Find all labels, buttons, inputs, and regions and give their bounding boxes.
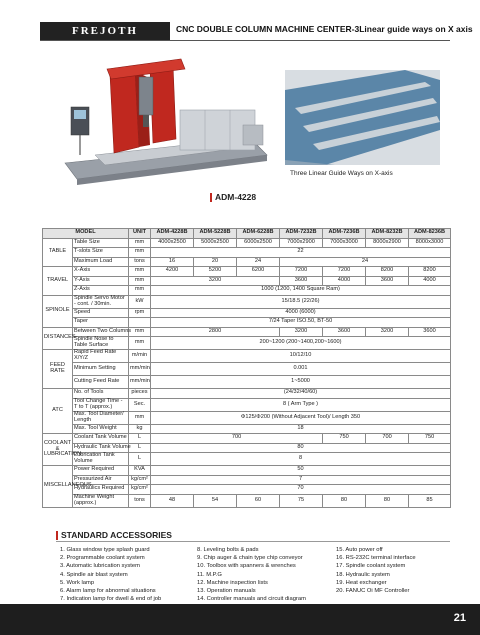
model-caption-text: ADM-4228 bbox=[215, 192, 257, 202]
row-unit: mm bbox=[129, 327, 151, 337]
row-label: Spindle Nose to Table Surface bbox=[73, 337, 129, 350]
cell-value: 0.001 bbox=[151, 363, 451, 376]
row-unit: rpm bbox=[129, 308, 151, 318]
row-label: Table Size bbox=[73, 238, 129, 248]
cell-value: 4000 (6000) bbox=[151, 308, 451, 318]
cell-value: 80 bbox=[366, 494, 409, 507]
list-item: 15. Auto power off bbox=[336, 547, 383, 553]
cell-value: 8200 bbox=[366, 267, 409, 277]
cell-value: 3600 bbox=[323, 327, 366, 337]
row-unit: L bbox=[129, 434, 151, 444]
page-header bbox=[0, 22, 480, 40]
list-item: 18. Hydraulic system bbox=[336, 571, 390, 578]
row-unit: kg bbox=[129, 424, 151, 434]
cell-value: 8000x2900 bbox=[366, 238, 409, 248]
category-coolant: COOLANT & LUBRICATION bbox=[43, 434, 73, 466]
row-unit: kW bbox=[129, 295, 151, 308]
header-adm-8232b: ADM-8232B bbox=[366, 229, 409, 239]
table-row bbox=[43, 485, 451, 495]
cell-value: 7/24 Taper ISO.50, BT-50 bbox=[151, 318, 451, 328]
row-unit: mm bbox=[129, 286, 151, 296]
table-row bbox=[43, 238, 451, 248]
accessories-column-1 bbox=[60, 546, 161, 603]
category-atc: ATC bbox=[43, 389, 73, 434]
accessories-title: STANDARD ACCESSORIES bbox=[61, 530, 172, 540]
list-item: 5. Work lamp bbox=[60, 579, 95, 586]
row-unit: mm/min bbox=[129, 376, 151, 389]
table-row bbox=[43, 363, 451, 376]
table-row bbox=[43, 350, 451, 363]
cell-value: 60 bbox=[237, 494, 280, 507]
row-label: Spindle Servo Motor - cont. / 30min. bbox=[73, 295, 129, 308]
cell-value: 50 bbox=[151, 466, 451, 476]
cell-value: (24/32/40/60) bbox=[151, 389, 451, 399]
accessories-column-3 bbox=[336, 546, 416, 595]
row-unit: pieces bbox=[129, 389, 151, 399]
header-unit: UNIT bbox=[129, 229, 151, 239]
row-label: Rapid Feed Rate X/Y/Z bbox=[73, 350, 129, 363]
cell-value: 1000 (1200, 1400 Square Ram) bbox=[151, 286, 451, 296]
category-table: TABLE bbox=[43, 238, 73, 267]
row-label: Max. Tool Weight bbox=[73, 424, 129, 434]
cell-value: 20 bbox=[194, 257, 237, 267]
cell-value: 80 bbox=[151, 443, 451, 453]
row-unit: KVA bbox=[129, 466, 151, 476]
category-misc: MISCELLANEOUS bbox=[43, 466, 73, 508]
model-caption bbox=[210, 192, 256, 202]
row-label: Speed bbox=[73, 308, 129, 318]
cell-value: 70 bbox=[151, 485, 451, 495]
row-label: Tool Change Time - T to T (approx.) bbox=[73, 398, 129, 411]
table-row bbox=[43, 434, 451, 444]
header-divider bbox=[40, 40, 450, 41]
table-row bbox=[43, 257, 451, 267]
list-item: 16. RS-232C terminal interface bbox=[336, 555, 416, 562]
table-row bbox=[43, 295, 451, 308]
cell-value: 7 bbox=[151, 475, 451, 485]
list-item: 2. Programmable coolant system bbox=[60, 555, 145, 562]
cell-value: 85 bbox=[409, 494, 451, 507]
cell-value: 8 bbox=[151, 453, 451, 466]
header-adm-6228b: ADM-6228B bbox=[237, 229, 280, 239]
list-item: 6. Alarm lamp for abnormal situations bbox=[60, 588, 156, 595]
row-unit: tons bbox=[129, 494, 151, 507]
row-label: Pressurized Air bbox=[73, 475, 129, 485]
page-footer bbox=[0, 604, 480, 635]
accessories-heading bbox=[56, 530, 172, 540]
row-unit: kg/cm² bbox=[129, 485, 151, 495]
row-label: Machine Weight (approx.) bbox=[73, 494, 129, 507]
table-row bbox=[43, 248, 451, 258]
cell-value: 6200 bbox=[237, 267, 280, 277]
cell-value: 4200 bbox=[151, 267, 194, 277]
header-adm-8236b: ADM-8236B bbox=[409, 229, 451, 239]
list-item: 13. Operation manuals bbox=[197, 588, 256, 595]
row-unit: mm bbox=[129, 248, 151, 258]
cell-value: 24 bbox=[237, 257, 280, 267]
header-adm-5228b: ADM-5228B bbox=[194, 229, 237, 239]
cell-value: 24 bbox=[280, 257, 451, 267]
machine-illustration bbox=[55, 55, 275, 185]
row-unit: mm bbox=[129, 267, 151, 277]
rail-caption: Three Linear Guide Ways on X-axis bbox=[290, 170, 393, 177]
table-row bbox=[43, 424, 451, 434]
row-unit: L bbox=[129, 443, 151, 453]
list-item: 20. FANUC Oi MF Controller bbox=[336, 588, 410, 595]
row-label: Cutting Feed Rate bbox=[73, 376, 129, 389]
row-unit: mm bbox=[129, 238, 151, 248]
row-unit: kg/cm² bbox=[129, 475, 151, 485]
category-distances: DISTANCES bbox=[43, 327, 73, 350]
list-item: 12. Machine inspection lists bbox=[197, 579, 268, 586]
row-unit: mm bbox=[129, 276, 151, 286]
row-unit: L bbox=[129, 453, 151, 466]
category-travel: TRAVEL bbox=[43, 267, 73, 296]
cell-value: 16 bbox=[151, 257, 194, 267]
cell-value: 3600 bbox=[409, 327, 451, 337]
table-header-row bbox=[43, 229, 451, 239]
table-row bbox=[43, 411, 451, 424]
page-title: CNC DOUBLE COLUMN MACHINE CENTER-3Linear guide ways on X axis bbox=[176, 24, 473, 34]
table-row bbox=[43, 267, 451, 277]
accessories-column-2 bbox=[197, 546, 306, 603]
row-unit: mm bbox=[129, 411, 151, 424]
row-label: Z-Axis bbox=[73, 286, 129, 296]
list-item: 4. Spindle air blast system bbox=[60, 571, 128, 578]
cell-value: 7200 bbox=[280, 267, 323, 277]
header-model: MODEL bbox=[43, 229, 129, 239]
list-item: 8. Leveling bolts & pads bbox=[197, 547, 259, 553]
row-label: Coolant Tank Volume bbox=[73, 434, 129, 444]
table-row bbox=[43, 337, 451, 350]
cell-value: 3600 bbox=[366, 276, 409, 286]
row-label: Taper bbox=[73, 318, 129, 328]
cell-value: 700 bbox=[366, 434, 409, 444]
list-item: 11. M.P.G bbox=[197, 571, 222, 578]
table-row bbox=[43, 466, 451, 476]
cell-value: 10/12/10 bbox=[151, 350, 451, 363]
category-spindle: SPINOLE bbox=[43, 295, 73, 327]
row-label: Y-Axis bbox=[73, 276, 129, 286]
accent-bar bbox=[210, 193, 212, 202]
row-label: Max. Tool Diameter/ Length bbox=[73, 411, 129, 424]
table-row bbox=[43, 475, 451, 485]
list-item: 1. Glass window type splash guard bbox=[60, 547, 150, 553]
row-unit bbox=[129, 318, 151, 328]
cell-value: 6000x2500 bbox=[237, 238, 280, 248]
table-row bbox=[43, 389, 451, 399]
cell-value: 54 bbox=[194, 494, 237, 507]
accessories-divider bbox=[56, 541, 450, 542]
list-item: 9. Chip auger & chain type chip conveyor bbox=[197, 555, 303, 562]
cell-value: 7000x3000 bbox=[323, 238, 366, 248]
table-row bbox=[43, 376, 451, 389]
cell-value: 3200 bbox=[366, 327, 409, 337]
list-item: 3. Automatic lubrication system bbox=[60, 563, 140, 570]
page-number: 21 bbox=[453, 612, 466, 624]
cell-value: 200~1200 (200~1400,200~1600) bbox=[151, 337, 451, 350]
cell-value: 700 bbox=[151, 434, 323, 444]
cell-value: 1~5000 bbox=[151, 376, 451, 389]
row-unit: mm bbox=[129, 337, 151, 350]
table-row bbox=[43, 494, 451, 507]
table-row bbox=[43, 276, 451, 286]
cell-value: 8000x3000 bbox=[409, 238, 451, 248]
cell-value: 80 bbox=[323, 494, 366, 507]
table-row bbox=[43, 308, 451, 318]
row-label: X-Axis bbox=[73, 267, 129, 277]
row-unit: mm/min bbox=[129, 363, 151, 376]
cell-value: 22 bbox=[151, 248, 451, 258]
cell-value: 4000 bbox=[409, 276, 451, 286]
cell-value: 8200 bbox=[409, 267, 451, 277]
cell-value: 3600 bbox=[280, 276, 323, 286]
row-label: Hydraulics Required bbox=[73, 485, 129, 495]
cell-value: 3200 bbox=[280, 327, 323, 337]
table-row bbox=[43, 398, 451, 411]
row-label: Minimum Setting bbox=[73, 363, 129, 376]
cell-value: 5000x2500 bbox=[194, 238, 237, 248]
linear-guide-ways-photo bbox=[285, 70, 440, 165]
cell-value: 5200 bbox=[194, 267, 237, 277]
category-feed-rate: FEED RATE bbox=[43, 350, 73, 389]
table-row bbox=[43, 453, 451, 466]
spec-table bbox=[42, 228, 451, 508]
row-unit: tons bbox=[129, 257, 151, 267]
cell-value: 750 bbox=[323, 434, 366, 444]
cell-value: 750 bbox=[409, 434, 451, 444]
row-label: No. of Tools bbox=[73, 389, 129, 399]
cell-value: 4000x2500 bbox=[151, 238, 194, 248]
brand-logo: FREJOTH bbox=[40, 22, 170, 40]
list-item: 19. Heat exchanger bbox=[336, 579, 387, 586]
row-unit: m/min bbox=[129, 350, 151, 363]
cell-value: 4000 bbox=[323, 276, 366, 286]
table-row bbox=[43, 443, 451, 453]
cell-value: 7000x2900 bbox=[280, 238, 323, 248]
table-row bbox=[43, 327, 451, 337]
row-label: Lubrication Tank Volume bbox=[73, 453, 129, 466]
list-item: 14. Controller manuals and circuit diagram bbox=[197, 596, 306, 603]
row-label: Between Two Columns bbox=[73, 327, 129, 337]
cell-value: 3200 bbox=[151, 276, 280, 286]
cell-value: 75 bbox=[280, 494, 323, 507]
list-item: 10. Toolbox with spanners & wrenches bbox=[197, 563, 296, 570]
accent-bar bbox=[56, 531, 58, 540]
header-adm-4228b: ADM-4228B bbox=[151, 229, 194, 239]
cell-value: 8 ( Arm Type ) bbox=[151, 398, 451, 411]
cell-value: Φ125/Φ200 (Without Adjacent Tool)/ Length 350 bbox=[151, 411, 451, 424]
row-label: Maximum Load bbox=[73, 257, 129, 267]
cell-value: 48 bbox=[151, 494, 194, 507]
header-adm-7232b: ADM-7232B bbox=[280, 229, 323, 239]
row-unit: Sec. bbox=[129, 398, 151, 411]
cell-value: 15/18.5 (22/26) bbox=[151, 295, 451, 308]
cell-value: 7200 bbox=[323, 267, 366, 277]
table-row bbox=[43, 286, 451, 296]
header-adm-7236b: ADM-7236B bbox=[323, 229, 366, 239]
cell-value: 2800 bbox=[151, 327, 280, 337]
row-label: Hydraulic Tank Volume bbox=[73, 443, 129, 453]
cell-value: 18 bbox=[151, 424, 451, 434]
row-label: Power Required bbox=[73, 466, 129, 476]
list-item: 7. Indication lamp for dwell & end of job bbox=[60, 596, 162, 603]
list-item: 17. Spindle coolant system bbox=[336, 563, 406, 570]
row-label: T-slots Size bbox=[73, 248, 129, 258]
table-row bbox=[43, 318, 451, 328]
